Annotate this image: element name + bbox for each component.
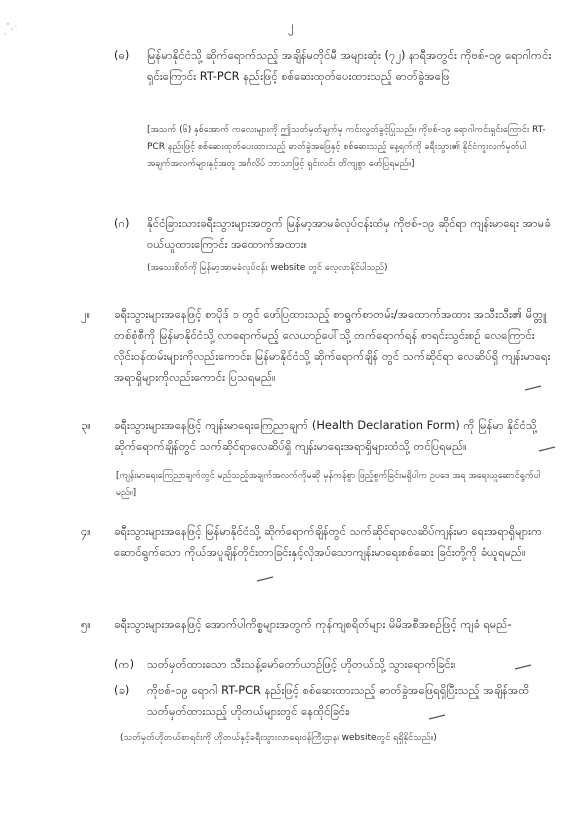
paragraph-text: ခရီးသွားများအနေဖြင့် စာပိုဒ် ၁ တွင် ဖော်ပြထားသည့် စာရွက်စာတမ်း/အထောက်အထား အသီးသီး၏ မိတ္တူတစ်စုံစီကို မြန်မာနိုင်ငံသို့ လာရောက်မည့် လေယာဉ်ပေါ်သို့ တက်ရောက်ရန် စာရင်းသွင်းစဉ် လေကြောင်းလိုင်းဝန်ထမ်းများကိုလည်းကောင်း၊ မြန်မာနိုင်ငံသို့ ဆိုက်ရောက်ချိန် တွင် သက်ဆိုင်ရာ လေဆိပ်ရှိ ကျန်းမာရေးအရာရှိများကိုလည်းကောင်း ပြသရမည်။ — [114, 307, 551, 384]
sub-list-item — [114, 654, 534, 676]
item-text: သတ်မှတ်ထားသော သီးသန့်မော်တော်ယာဉ်ဖြင့် ဟိုတယ်သို့ သွားရောက်ခြင်း၊ — [147, 657, 456, 671]
paragraph-number: ၅။ — [81, 617, 91, 631]
item-text: မြန်မာနိုင်ငံသို့ ဆိုက်ရောက်သည့် အချိန်မတိုင်မီ အများဆုံး (၇၂) နာရီအတွင်း ကိုဗစ်-၁၉ ရောဂါကင်းရှင်းကြောင်း RT-PCR နည်းဖြင့် စစ်ဆေးထုတ်ပေးထားသည့် ဓာတ်ခွဲအဖြေ — [147, 48, 552, 83]
paragraph-text: ခရီးသွားများအနေဖြင့် အောက်ပါကိစ္စများအတွက် ကုန်ကျစရိတ်များ မိမိအစီအစဉ်ဖြင့် ကျခံ ရမည်- — [114, 617, 512, 631]
item-number: (ဓ) — [114, 48, 130, 62]
note-health-declaration: [ကျန်းမာရေးကြေညာချက်တွင် မည်သည့်အချက်အလက်ကိုမဆို မှန်ကန်စွာ ဖြည့်စွက်ခြင်းမရှိပါက ဥပဒေ အရ အရေးယူဆောင်ရွက်ပါမည်။] — [116, 471, 541, 498]
paragraph — [81, 521, 551, 587]
check-mark-icon — [524, 385, 542, 391]
list-item — [114, 45, 552, 115]
check-mark-icon — [428, 714, 446, 720]
check-mark-icon — [256, 576, 274, 582]
note-under-5: [အသက် (၆) နှစ်အောက် ကလေးများကို ဤသတ်မှတ်ချက်မှ ကင်းလွတ်ခွင့်ပြုသည်။ ကိုဗစ်-၁၉ ရောဂါကင်းရှင်းကြောင်း RT-PCR နည်းဖြင့် စစ်ဆေးထုတ်ပေးထားသည့် ဓာတ်ခွဲအဖြေနှင့် စစ်ဆေးသည့် နေ့ရက်ကို ခရီးသွား၏ နိုင်ငံကူးလက်မှတ်ပါ အချက်အလက်များနှင့်အတူ အင်္ဂလိပ် ဘာသာဖြင့် ရှင်းလင်း တိကျစွာ ဖော်ပြရမည်။] — [147, 125, 546, 169]
paragraph — [81, 614, 551, 658]
paragraph — [81, 415, 551, 459]
item-number: (ခ) — [114, 683, 130, 697]
paragraph-text: ခရီးသွားများအနေဖြင့် မြန်မာနိုင်ငံသို့ ဆိုက်ရောက်ချိန်တွင် သက်ဆိုင်ရာလေဆိပ်ကျန်းမာ ရေးအရာရှိများကဆောင်ရွက်သော ကိုယ်အပူချိန်တိုင်းတာခြင်းနှင့်လိုအပ်သောကျန်းမာရေးစစ်ဆေး ခြင်းတို့ကို ခံယူရမည်။ — [114, 524, 543, 559]
item-text: ကိုဗစ်-၁၉ ရောဂါ RT-PCR နည်းဖြင့် စစ်ဆေးထားသည့် ဓာတ်ခွဲအဖြေရရှိပြီးသည့် အချိန်အထိ သတ်မှတ်ထားသည့် ဟိုတယ်များတွင် နေထိုင်ခြင်း၊ — [147, 683, 530, 718]
item-number: (ဂ) — [114, 216, 130, 230]
page-number: ၂ — [288, 19, 294, 33]
paragraph-number: ၂။ — [81, 307, 91, 321]
paragraph-text: ခရီးသွားများအနေဖြင့် ကျန်းမာရေးကြေညာချက် (Health Declaration Form) ကို မြန်မာ နိုင်ငံသို့ ဆိုက်ရောက်ချိန်တွင် သက်ဆိုင်ရာလေဆိပ်ရှိ ကျန်းမာရေးအရာရှိများထံသို့ တင်ပြရမည်။ — [114, 418, 537, 453]
check-mark-icon — [538, 446, 556, 452]
item-text: နိုင်ငံခြားသားခရီးသွားများအတွက် မြန်မာ့အာမခံလုပ်ငန်းထံမှ ကိုဗစ်-၁၉ ဆိုင်ရာ ကျန်းမာရေး အာမခံဝယ်ယူထားကြောင်း အထောက်အထား။ — [147, 216, 551, 251]
list-item — [114, 213, 552, 257]
paragraph-number: ၃။ — [81, 418, 91, 432]
item-number: (က) — [114, 657, 135, 671]
note-insurance-website: (အသေးစိတ်ကို မြန်မာ့အာမခံလုပ်ငန်း website တွင် လေ့လာနိုင်ပါသည်) — [147, 263, 388, 273]
note-hotel-list: (သတ်မှတ်ဟိုတယ်စာရင်းကို ဟိုတယ်နှင့်ခရီးသွားလာရေးဝန်ကြီးဌာန၊ websiteတွင် ရရှိနိုင်သည်။) — [120, 733, 437, 743]
paragraph-number: ၄။ — [81, 524, 91, 538]
paragraph — [81, 304, 551, 396]
check-mark-icon — [514, 664, 532, 670]
sub-list-item — [114, 680, 534, 724]
